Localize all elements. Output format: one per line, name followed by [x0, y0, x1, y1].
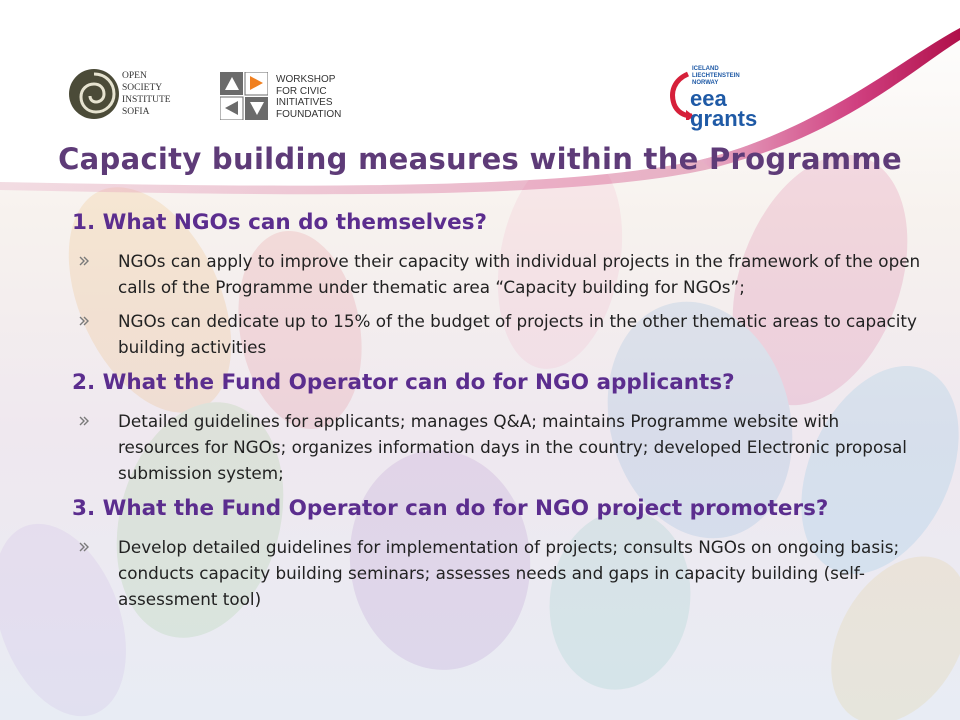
- section-3-bullets: [72, 534, 924, 612]
- arrow-bullet-icon: [78, 541, 90, 553]
- bullet-item: [72, 408, 924, 486]
- bullet-item: [72, 308, 924, 360]
- logo-eea-grants: [666, 62, 776, 134]
- arrow-bullet-icon: [78, 255, 90, 267]
- arrow-bullet-icon: [78, 315, 90, 327]
- spiral-icon: [66, 66, 122, 122]
- eea-countries-text: ICELAND LIECHTENSTEIN NORWAY: [692, 66, 740, 86]
- section-2-bullets: [72, 408, 924, 486]
- section-heading-3: 3. What the Fund Operator can do for NGO project promoters?: [72, 496, 829, 521]
- section-heading-1: 1. What NGOs can do themselves?: [72, 210, 487, 235]
- bullet-text: NGOs can apply to improve their capacity with individual projects in the framework of the open calls of the Programme under thematic area “Capacity building for NGOs”;: [118, 251, 921, 297]
- wcif-logo-text: WORKSHOP FOR CIVIC INITIATIVES FOUNDATION: [276, 74, 342, 120]
- eea-wordmark: eea: [690, 86, 727, 111]
- arrow-bullet-icon: [78, 415, 90, 427]
- logo-open-society-institute-sofia: [66, 66, 176, 126]
- bullet-text: Detailed guidelines for applicants; manages Q&A; maintains Programme website with resources for NGOs; organizes information days in the country; developed Electronic proposal submission system;: [118, 411, 907, 483]
- osi-logo-text: OPEN SOCIETY INSTITUTE SOFIA: [122, 71, 171, 117]
- bullet-text: Develop detailed guidelines for implementation of projects; consults NGOs on ongoing basis; conducts capacity building seminars; assesses needs and gaps in capacity building (self-assessment tool): [118, 537, 900, 609]
- section-1-bullets: [72, 248, 924, 360]
- bullet-text: NGOs can dedicate up to 15% of the budget of projects in the other thematic areas to capacity building activities: [118, 311, 917, 357]
- grants-wordmark: grants: [690, 106, 758, 131]
- arrows-grid-icon: [220, 72, 268, 120]
- slide-title: Capacity building measures within the Programme: [58, 142, 902, 176]
- bullet-item: [72, 534, 924, 612]
- bullet-item: [72, 248, 924, 300]
- logo-workshop-for-civic-initiatives-foundation: [220, 72, 360, 122]
- section-heading-2: 2. What the Fund Operator can do for NGO applicants?: [72, 370, 735, 395]
- slide-content: [72, 208, 924, 620]
